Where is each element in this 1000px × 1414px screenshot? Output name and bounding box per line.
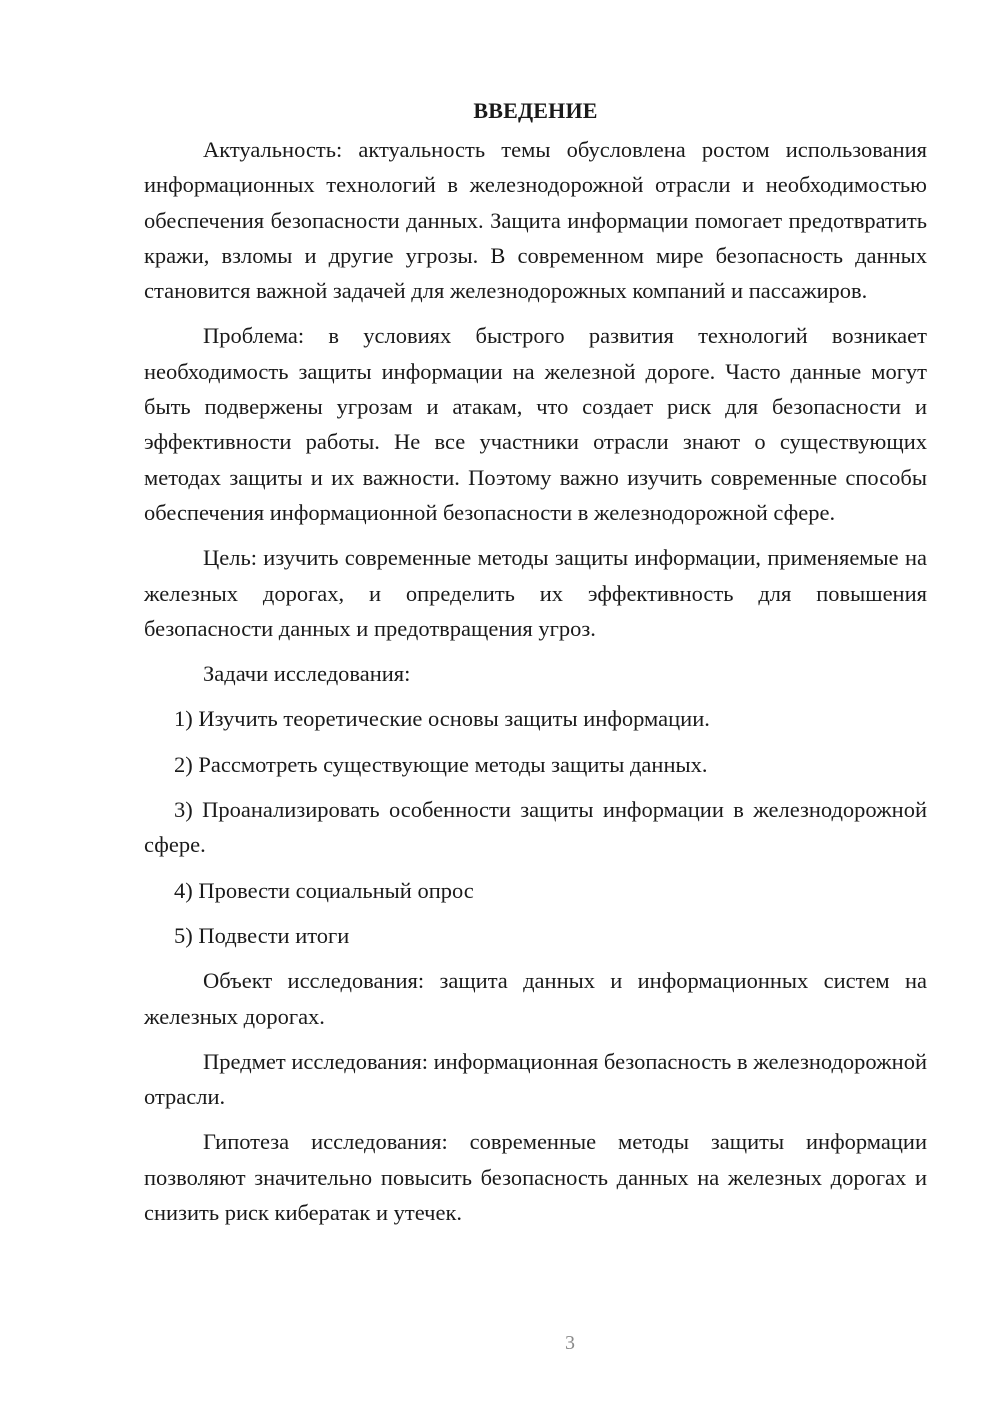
task-item-4: 4) Провести социальный опрос [174, 877, 474, 903]
page-number: 3 [565, 1332, 575, 1354]
task-item-3: 3) Проанализировать особенности защиты информации в железнодорожной сфере. [144, 797, 927, 858]
relevance-paragraph: Актуальность: актуальность темы обусловлена ростом использования информационных технологий в железнодорожной отрасли и необходимостью обеспечения безопасности данных. Защита информации помогает предотвратить кражи, взломы и другие угрозы. В современном мире безопасность данных становится важной задачей для железнодорожных компаний и пассажиров. [144, 137, 927, 304]
task-item-2: 2) Рассмотреть существующие методы защиты данных. [174, 751, 708, 777]
problem-paragraph: Проблема: в условиях быстрого развития технологий возникает необходимость защиты информации на железной дороге. Часто данные могут быть подвержены угрозам и атакам, что создает риск для безопасности и эффективности работы. Не все участники отрасли знают о существующих методах защиты и их важности. Поэтому важно изучить современные способы обеспечения информационной безопасности в железнодорожной сфере. [144, 323, 927, 525]
hypothesis-paragraph: Гипотеза исследования: современные методы защиты информации позволяют значительно повысить безопасность данных на железных дорогах и снизить риск кибератак и утечек. [144, 1129, 927, 1226]
task-item-1: 1) Изучить теоретические основы защиты информации. [174, 706, 710, 732]
subject-paragraph: Предмет исследования: информационная безопасность в железнодорожной отрасли. [144, 1048, 927, 1110]
object-paragraph: Объект исследования: защита данных и информационных систем на железных дорогах. [144, 968, 927, 1029]
goal-paragraph: Цель: изучить современные методы защиты информации, применяемые на железных дорогах, и определить их эффективность для повышения безопасности данных и предотвращения угроз. [144, 545, 927, 641]
tasks-heading: Задачи исследования: [203, 661, 411, 687]
section-title: ВВЕДЕНИЕ [473, 98, 598, 123]
page-content [144, 96, 927, 1240]
task-item-5: 5) Подвести итоги [174, 922, 350, 948]
